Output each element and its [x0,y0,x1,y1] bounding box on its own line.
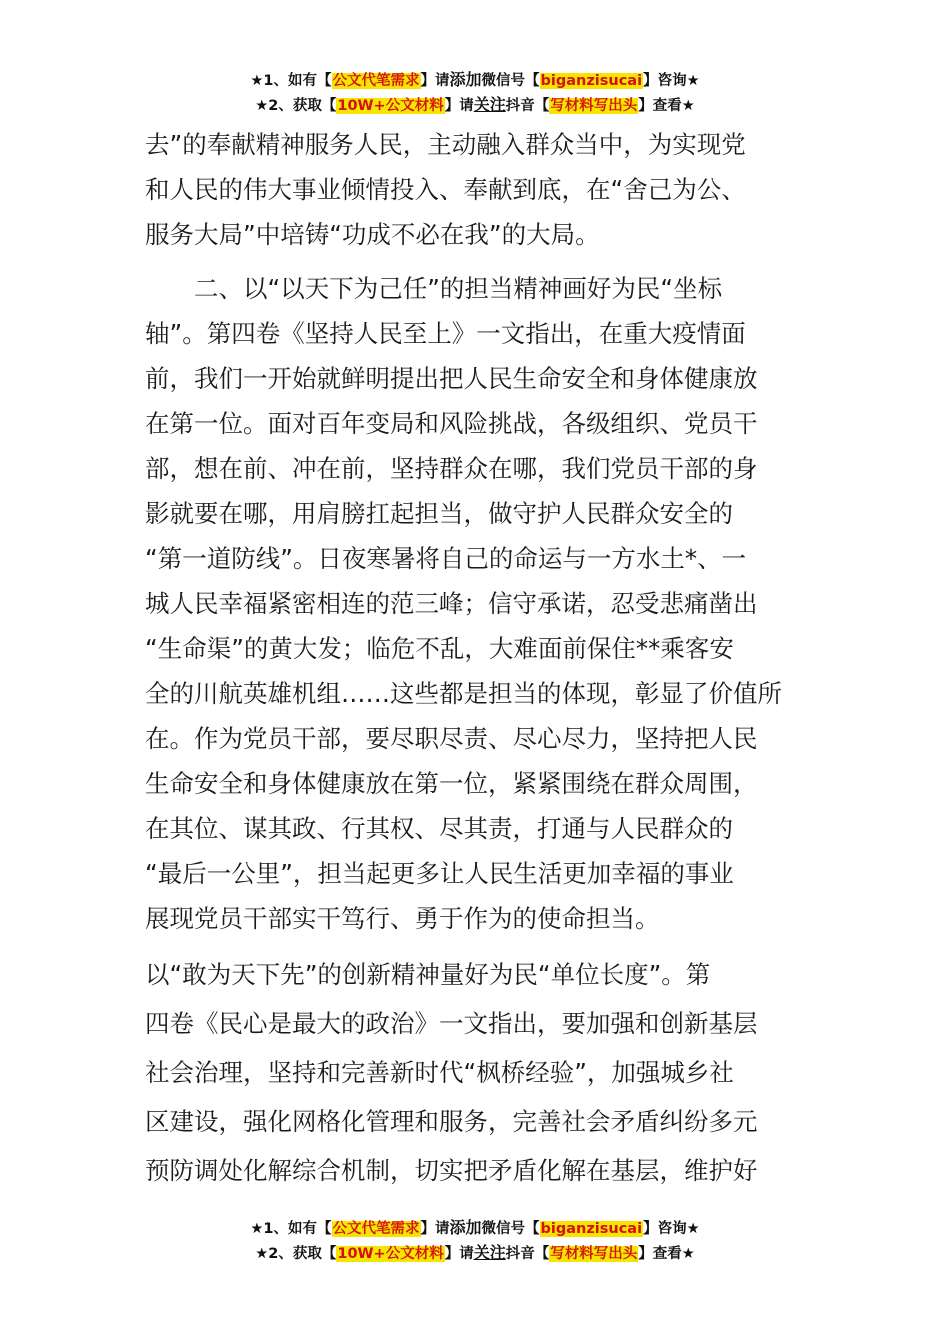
banner-text: 】咨询★ [643,1221,700,1237]
banner-line-1 [0,68,950,93]
text-line: “生命渠”的黄大发；临危不乱，大难面前保住**乘客安 [145,634,734,663]
banner-text: ★1、如有【 [250,73,332,89]
banner-text: 抖音【 [505,98,550,114]
highlight-service: 公文代笔需求 [332,73,420,89]
emphasis-add: 添加 [449,70,482,89]
banner-text: 微信号【 [481,73,540,89]
banner-text: 】请 [420,73,450,89]
text-line: 去”的奉献精神服务人民，主动融入群众当中，为实现党 [145,130,746,159]
banner-text: 】请 [444,1246,474,1262]
highlight-douyin-account: 写材料写出头 [550,1246,638,1262]
highlight-service: 公文代笔需求 [332,1221,420,1237]
banner-text: 】请 [444,98,474,114]
banner-text: 】查看★ [638,98,695,114]
highlight-wechat-id: biganzisucai [540,1221,643,1237]
emphasis-add: 添加 [449,1218,482,1237]
text-line: 四卷《民心是最大的政治》一文指出，要加强和创新基层 [145,1009,758,1038]
text-line: 区建设，强化网格化管理和服务，完善社会矛盾纠纷多元 [145,1107,758,1136]
text-line: 社会治理，坚持和完善新时代“枫桥经验”，加强城乡社 [145,1058,734,1087]
text-line: 全的川航英雄机组……这些都是担当的体现，彰显了价值所 [145,679,782,708]
text-line: 城人民幸福紧密相连的范三峰；信守承诺，忍受悲痛凿出 [145,589,758,618]
emphasis-follow: 关注 [473,1243,506,1262]
header-banner [0,68,950,118]
text-line: 在第一位。面对百年变局和风险挑战，各级组织、党员干 [145,409,758,438]
banner-text: 】请 [420,1221,450,1237]
banner-text: 微信号【 [481,1221,540,1237]
text-line: 轴”。第四卷《坚持人民至上》一文指出，在重大疫情面 [145,319,746,348]
text-line: “第一道防线”。日夜寒暑将自己的命运与一方水土*、一 [145,544,747,573]
banner-text: 】查看★ [638,1246,695,1262]
banner-text: ★2、获取【 [255,1246,337,1262]
text-line: 以“敢为天下先”的创新精神量好为民“单位长度”。第 [145,960,711,989]
banner-text: 】咨询★ [643,73,700,89]
paragraph-1 [145,122,815,257]
text-line: 展现党员干部实干笃行、勇于作为的使命担当。 [145,904,660,933]
highlight-douyin-account: 写材料写出头 [550,98,638,114]
banner-text: ★2、获取【 [255,98,337,114]
text-line: 二、以“以天下为己任”的担当精神画好为民“坐标 [194,274,723,303]
text-line: 在其位、谋其政、行其权、尽其责，打通与人民群众的 [145,814,733,843]
text-line: 和人民的伟大事业倾情投入、奉献到底，在“舍己为公、 [145,175,746,204]
banner-text: ★1、如有【 [250,1221,332,1237]
footer-banner [0,1216,950,1266]
text-line: “最后一公里”，担当起更多让人民生活更加幸福的事业 [145,859,734,888]
text-line: 生命安全和身体健康放在第一位，紧紧围绕在群众周围， [145,769,758,798]
text-line: 在。作为党员干部，要尽职尽责、尽心尽力，坚持把人民 [145,724,758,753]
highlight-materials: 10W+公文材料 [337,1246,444,1262]
document-body [145,122,815,1195]
text-line: 部，想在前、冲在前，坚持群众在哪，我们党员干部的身 [145,454,758,483]
paragraph-2 [145,266,815,941]
text-line: 影就要在哪，用肩膀扛起担当，做守护人民群众安全的 [145,499,733,528]
emphasis-follow: 关注 [473,95,506,114]
highlight-materials: 10W+公文材料 [337,98,444,114]
banner-line-2 [0,1241,950,1266]
banner-line-1 [0,1216,950,1241]
text-line: 预防调处化解综合机制，切实把矛盾化解在基层，维护好 [145,1156,758,1185]
text-line: 服务大局”中培铸“功成不必在我”的大局。 [145,220,600,249]
banner-text: 抖音【 [505,1246,550,1262]
banner-line-2 [0,93,950,118]
paragraph-3 [145,950,815,1195]
highlight-wechat-id: biganzisucai [540,73,643,89]
text-line: 前，我们一开始就鲜明提出把人民生命安全和身体健康放 [145,364,758,393]
